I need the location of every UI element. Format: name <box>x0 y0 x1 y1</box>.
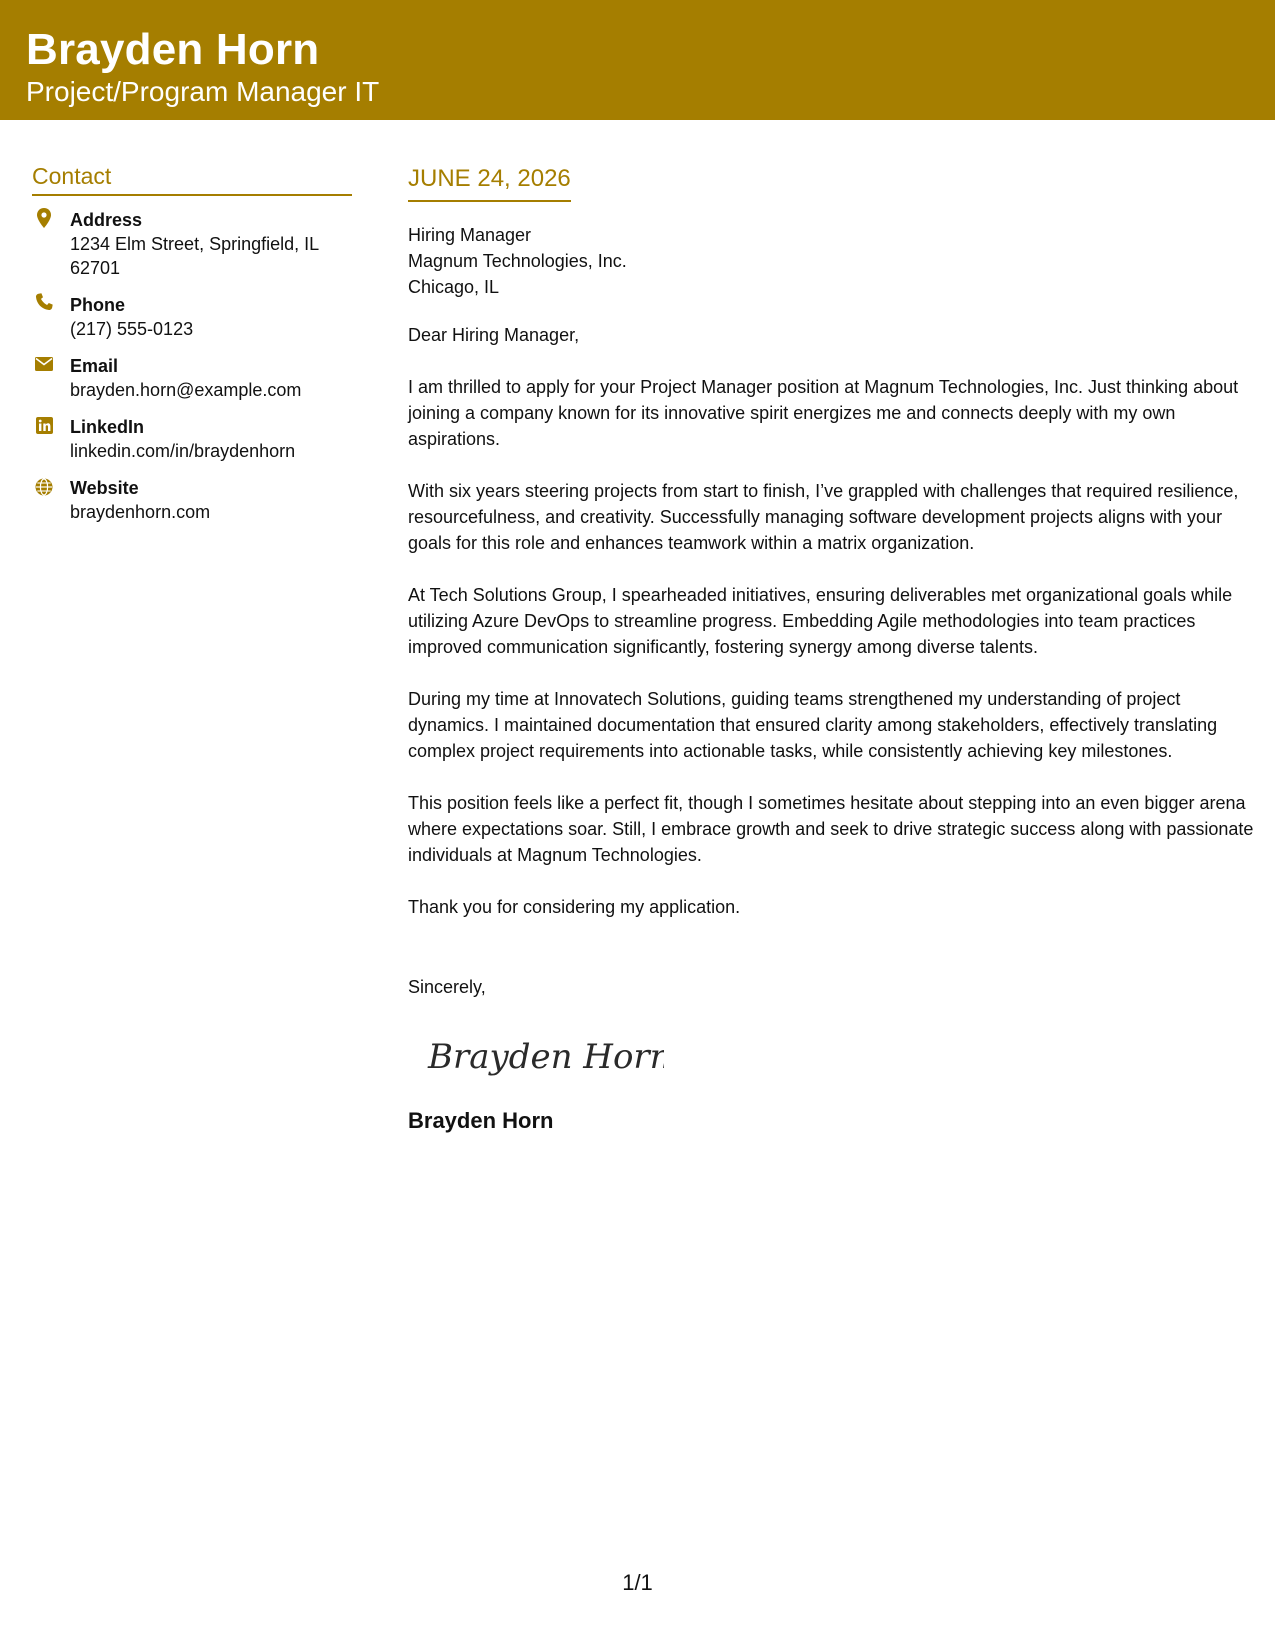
contact-list <box>32 208 352 524</box>
header-banner <box>0 0 1275 120</box>
linkedin-value[interactable]: linkedin.com/in/braydenhorn <box>70 441 296 461</box>
contact-label: Phone <box>70 295 126 315</box>
recipient-name: Hiring Manager <box>408 225 532 245</box>
handwritten-signature <box>424 1020 664 1090</box>
contact-label: Address <box>70 210 143 230</box>
signature-text: Brayden Horn <box>428 1037 664 1077</box>
letter-date: JUNE 24, 2026 <box>408 164 571 202</box>
paragraph: During my time at Innovatech Solutions, guiding teams strengthened my understanding of project dynamics. I maintained documentation that ensured clarity among stakeholders, effectively translating complex project requirements into actionable tasks, while consistently achieving key milestones. <box>408 689 1218 761</box>
map-pin-icon <box>34 208 54 230</box>
email-value[interactable]: brayden.horn@example.com <box>70 380 302 400</box>
page-number: 1/1 <box>622 1570 653 1595</box>
phone-icon <box>34 293 54 315</box>
contact-sidebar <box>32 162 352 537</box>
contact-item-email <box>32 354 352 402</box>
linkedin-icon <box>34 415 54 437</box>
paragraph: With six years steering projects from start to finish, I’ve grappled with challenges that required resilience, resourcefulness, and creativity. Successfully managing software development projects aligns with your goals for this role and enhances teamwork within a matrix organization. <box>408 481 1239 553</box>
paragraph: At Tech Solutions Group, I spearheaded initiatives, ensuring deliverables met organizational goals while utilizing Azure DevOps to streamline progress. Embedding Agile methodologies into team practices improved communication significantly, fostering synergy among diverse talents. <box>408 585 1233 657</box>
globe-icon <box>34 476 54 498</box>
salutation: Dear Hiring Manager, <box>408 325 580 345</box>
phone-value: (217) 555-0123 <box>70 319 194 339</box>
contact-item-address <box>32 208 352 280</box>
paragraph: This position feels like a perfect fit, though I sometimes hesitate about stepping into an even bigger arena where expectations soar. Still, I embrace growth and seek to drive strategic success along with passionate individuals at Magnum Technologies. <box>408 793 1254 865</box>
candidate-name: Brayden Horn <box>26 25 320 74</box>
contact-item-phone <box>32 293 352 341</box>
contact-section-title: Contact <box>32 162 352 196</box>
contact-label: Email <box>70 356 119 376</box>
contact-label: LinkedIn <box>70 417 145 437</box>
website-value[interactable]: braydenhorn.com <box>70 502 211 522</box>
contact-item-website <box>32 476 352 524</box>
recipient-block <box>408 222 1258 300</box>
recipient-location: Chicago, IL <box>408 277 500 297</box>
candidate-title: Project/Program Manager IT <box>26 76 380 107</box>
recipient-company: Magnum Technologies, Inc. <box>408 251 627 271</box>
letter-body <box>408 164 1258 1135</box>
paragraph: Thank you for considering my application. <box>408 897 741 917</box>
address-value: 1234 Elm Street, Springfield, IL 62701 <box>70 234 319 278</box>
paragraph: I am thrilled to apply for your Project Manager position at Magnum Technologies, Inc. Just thinking about joining a company known for its innovative spirit energizes me and connects deeply with my own aspirations. <box>408 377 1239 449</box>
signer-name: Brayden Horn <box>408 1108 554 1133</box>
closing: Sincerely, <box>408 977 486 997</box>
contact-label: Website <box>70 478 139 498</box>
contact-item-linkedin <box>32 415 352 463</box>
envelope-icon <box>34 354 54 376</box>
